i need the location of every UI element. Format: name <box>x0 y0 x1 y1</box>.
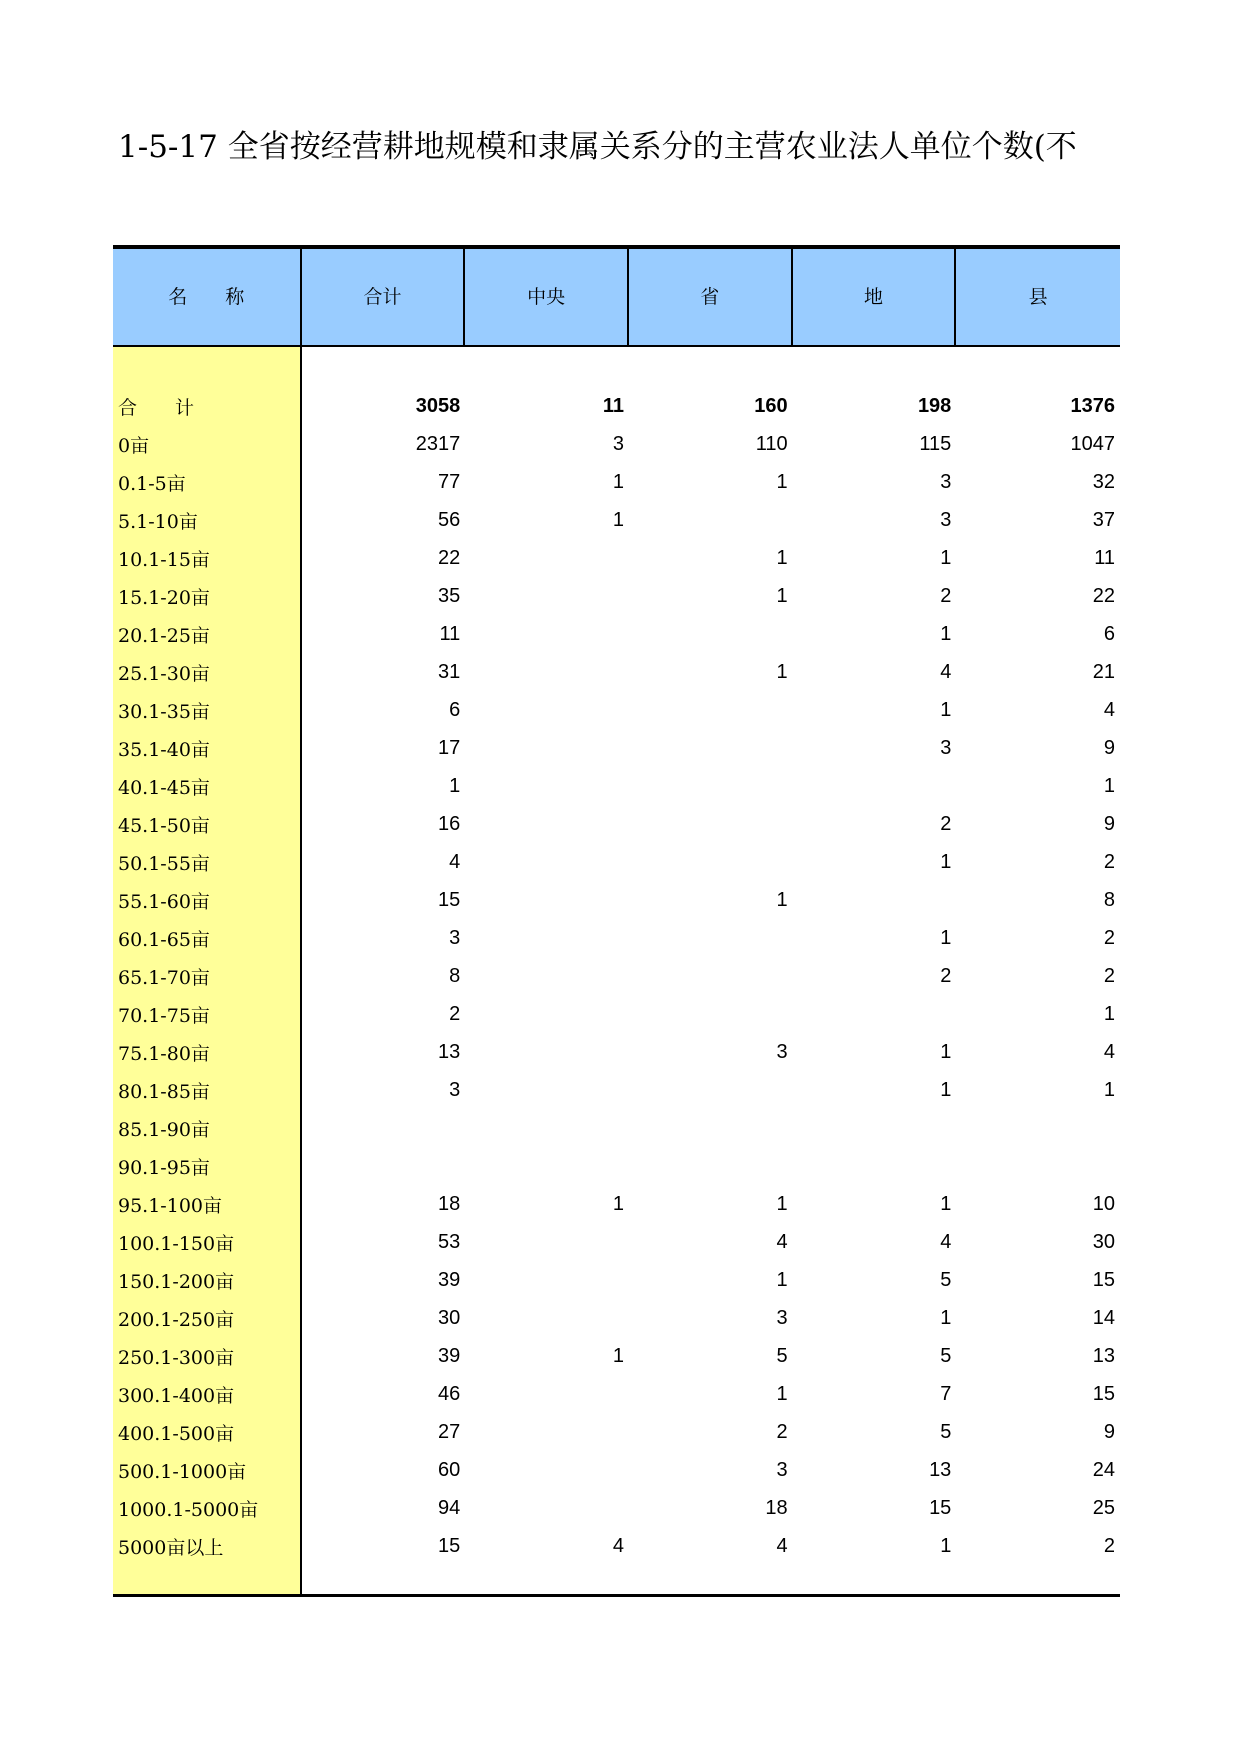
row-value: 27 <box>438 1420 461 1443</box>
row-value: 2 <box>449 1002 461 1025</box>
row-label: 0亩 <box>118 434 150 457</box>
row-value: 11 <box>439 622 461 645</box>
row-label: 35.1-40亩 <box>118 738 210 761</box>
row-value: 1 <box>776 1382 788 1405</box>
table-row <box>113 1109 1120 1147</box>
row-value: 2 <box>940 584 952 607</box>
row-value: 4 <box>612 1534 624 1557</box>
row-value: 1 <box>612 1344 624 1367</box>
row-label: 100.1-150亩 <box>118 1232 235 1255</box>
row-value: 15 <box>1092 1268 1115 1291</box>
row-value: 9 <box>1103 736 1115 759</box>
row-label: 500.1-1000亩 <box>118 1460 247 1483</box>
row-value: 15 <box>1092 1382 1115 1405</box>
row-label: 85.1-90亩 <box>118 1118 210 1141</box>
row-value: 2 <box>776 1420 788 1443</box>
row-value: 1 <box>940 1534 952 1557</box>
row-value: 2 <box>1103 850 1115 873</box>
row-value: 5 <box>940 1268 952 1291</box>
row-value: 1 <box>612 470 624 493</box>
row-value: 5 <box>940 1344 952 1367</box>
row-value: 13 <box>438 1040 461 1063</box>
header-county: 县 <box>1028 286 1048 308</box>
header-name: 名 称 <box>113 249 302 345</box>
row-label: 50.1-55亩 <box>118 852 210 875</box>
row-value: 3 <box>612 432 624 455</box>
row-value: 3 <box>940 470 952 493</box>
row-value: 1 <box>776 1268 788 1291</box>
row-label: 60.1-65亩 <box>118 928 210 951</box>
row-value: 6 <box>449 698 461 721</box>
row-value: 14 <box>1092 1306 1115 1329</box>
row-value: 60 <box>438 1458 461 1481</box>
row-value: 8 <box>449 964 461 987</box>
row-value: 13 <box>929 1458 952 1481</box>
row-label: 200.1-250亩 <box>118 1308 235 1331</box>
row-value: 10 <box>1092 1192 1115 1215</box>
row-value: 15 <box>438 888 461 911</box>
row-label: 70.1-75亩 <box>118 1004 210 1027</box>
row-label: 65.1-70亩 <box>118 966 210 989</box>
table-row <box>113 767 1120 805</box>
row-value: 2 <box>1103 1534 1115 1557</box>
row-value: 6 <box>1103 622 1115 645</box>
row-value: 3 <box>776 1458 788 1481</box>
row-value: 15 <box>438 1534 461 1557</box>
table-body <box>113 387 1120 1565</box>
row-value: 17 <box>438 736 461 759</box>
row-value: 4 <box>776 1534 788 1557</box>
row-value: 5 <box>776 1344 788 1367</box>
row-value: 4 <box>940 660 952 683</box>
row-value: 3 <box>776 1040 788 1063</box>
row-value: 110 <box>755 432 788 455</box>
total-row <box>113 387 1120 425</box>
row-value: 1 <box>940 546 952 569</box>
table-row <box>113 1147 1120 1185</box>
row-value: 77 <box>438 470 461 493</box>
row-value: 35 <box>438 584 461 607</box>
table-row <box>113 843 1120 881</box>
table-row <box>113 1299 1120 1337</box>
row-value: 4 <box>940 1230 952 1253</box>
row-value: 22 <box>1092 584 1115 607</box>
table-row <box>113 1489 1120 1527</box>
row-value: 1 <box>940 1306 952 1329</box>
header-prefecture: 地 <box>793 249 957 345</box>
row-value: 25 <box>1092 1496 1115 1519</box>
row-value: 1 <box>940 1040 952 1063</box>
row-label: 1000.1-5000亩 <box>118 1498 259 1521</box>
table-row <box>113 463 1120 501</box>
table-row <box>113 1413 1120 1451</box>
header-total: 合计 <box>302 249 466 345</box>
table-row <box>113 919 1120 957</box>
row-value: 21 <box>1092 660 1115 683</box>
row-value: 46 <box>438 1382 461 1405</box>
row-label: 合 计 <box>118 396 195 419</box>
row-value: 1 <box>1103 1002 1115 1025</box>
table-row <box>113 615 1120 653</box>
table-row <box>113 577 1120 615</box>
row-value: 30 <box>1092 1230 1115 1253</box>
table-row <box>113 1185 1120 1223</box>
table-row <box>113 1337 1120 1375</box>
table-header <box>113 249 1120 347</box>
row-value: 2 <box>1103 926 1115 949</box>
row-value: 18 <box>765 1496 788 1519</box>
row-label: 250.1-300亩 <box>118 1346 235 1369</box>
row-value: 31 <box>438 660 461 683</box>
row-label: 5000亩以上 <box>118 1536 224 1559</box>
row-value: 5 <box>940 1420 952 1443</box>
row-value: 2317 <box>415 432 461 455</box>
row-value: 1 <box>776 470 788 493</box>
row-value: 1 <box>776 546 788 569</box>
row-value: 11 <box>602 394 624 417</box>
row-value: 1 <box>1103 774 1115 797</box>
row-value: 4 <box>1103 1040 1115 1063</box>
row-label: 25.1-30亩 <box>118 662 210 685</box>
row-value: 18 <box>438 1192 461 1215</box>
table-row <box>113 1261 1120 1299</box>
table-row <box>113 653 1120 691</box>
table-row <box>113 539 1120 577</box>
row-label: 80.1-85亩 <box>118 1080 210 1103</box>
row-value: 1 <box>776 584 788 607</box>
row-label: 400.1-500亩 <box>118 1422 235 1445</box>
row-value: 4 <box>776 1230 788 1253</box>
row-value: 1 <box>940 850 952 873</box>
row-value: 1 <box>776 1192 788 1215</box>
row-value: 1047 <box>1070 432 1115 455</box>
table-row <box>113 425 1120 463</box>
row-label: 40.1-45亩 <box>118 776 210 799</box>
row-value: 9 <box>1103 1420 1115 1443</box>
row-value: 32 <box>1092 470 1115 493</box>
row-label: 45.1-50亩 <box>118 814 210 837</box>
row-value: 3058 <box>415 394 461 417</box>
table-row <box>113 881 1120 919</box>
row-label: 0.1-5亩 <box>118 472 186 495</box>
row-value: 4 <box>1103 698 1115 721</box>
row-value: 198 <box>917 394 952 417</box>
row-value: 3 <box>940 736 952 759</box>
row-value: 1 <box>776 888 788 911</box>
header-province: 省 <box>629 249 793 345</box>
row-value: 7 <box>940 1382 952 1405</box>
table-bottom-rule <box>113 1594 1120 1597</box>
row-label: 55.1-60亩 <box>118 890 210 913</box>
table-row <box>113 1375 1120 1413</box>
page-title: 1-5-17 全省按经营耕地规模和隶属关系分的主营农业法人单位个数(不 <box>118 129 1077 165</box>
row-value: 4 <box>449 850 461 873</box>
row-label: 150.1-200亩 <box>118 1270 235 1293</box>
row-value: 1 <box>940 1078 952 1101</box>
row-label: 20.1-25亩 <box>118 624 210 647</box>
row-value: 115 <box>919 432 952 455</box>
row-value: 39 <box>438 1268 461 1291</box>
row-value: 1 <box>940 926 952 949</box>
row-value: 3 <box>776 1306 788 1329</box>
row-value: 1376 <box>1070 394 1115 417</box>
table-row <box>113 1071 1120 1109</box>
row-value: 16 <box>438 812 461 835</box>
row-value: 3 <box>449 1078 461 1101</box>
table-row <box>113 501 1120 539</box>
table-row <box>113 1223 1120 1261</box>
row-value: 1 <box>940 1192 952 1215</box>
table-row <box>113 1033 1120 1071</box>
row-value: 160 <box>754 394 788 417</box>
row-value: 53 <box>438 1230 461 1253</box>
row-value: 13 <box>1092 1344 1115 1367</box>
row-value: 1 <box>612 1192 624 1215</box>
data-table <box>113 245 1120 1597</box>
row-value: 11 <box>1094 546 1115 569</box>
table-row <box>113 1527 1120 1565</box>
row-value: 24 <box>1092 1458 1115 1481</box>
row-label: 95.1-100亩 <box>118 1194 222 1217</box>
row-value: 1 <box>1103 1078 1115 1101</box>
row-value: 2 <box>940 812 952 835</box>
table-row <box>113 805 1120 843</box>
row-label: 5.1-10亩 <box>118 510 198 533</box>
row-label: 90.1-95亩 <box>118 1156 210 1179</box>
row-value: 8 <box>1103 888 1115 911</box>
row-value: 15 <box>929 1496 952 1519</box>
row-value: 1 <box>940 698 952 721</box>
row-value: 30 <box>438 1306 461 1329</box>
row-value: 56 <box>438 508 461 531</box>
row-value: 39 <box>438 1344 461 1367</box>
table-row <box>113 691 1120 729</box>
row-value: 94 <box>438 1496 461 1519</box>
row-value: 22 <box>438 546 461 569</box>
row-label: 15.1-20亩 <box>118 586 210 609</box>
table-row <box>113 729 1120 767</box>
row-value: 2 <box>940 964 952 987</box>
header-central: 中央 <box>465 249 629 345</box>
table-row <box>113 995 1120 1033</box>
row-value: 1 <box>449 774 461 797</box>
row-value: 9 <box>1103 812 1115 835</box>
row-value: 1 <box>612 508 624 531</box>
row-value: 3 <box>940 508 952 531</box>
row-value: 3 <box>449 926 461 949</box>
row-label: 30.1-35亩 <box>118 700 210 723</box>
row-label: 10.1-15亩 <box>118 548 210 571</box>
row-value: 1 <box>776 660 788 683</box>
row-value: 2 <box>1103 964 1115 987</box>
table-row <box>113 957 1120 995</box>
table-row <box>113 1451 1120 1489</box>
row-value: 37 <box>1092 508 1115 531</box>
row-value: 1 <box>940 622 952 645</box>
row-label: 75.1-80亩 <box>118 1042 210 1065</box>
row-label: 300.1-400亩 <box>118 1384 235 1407</box>
